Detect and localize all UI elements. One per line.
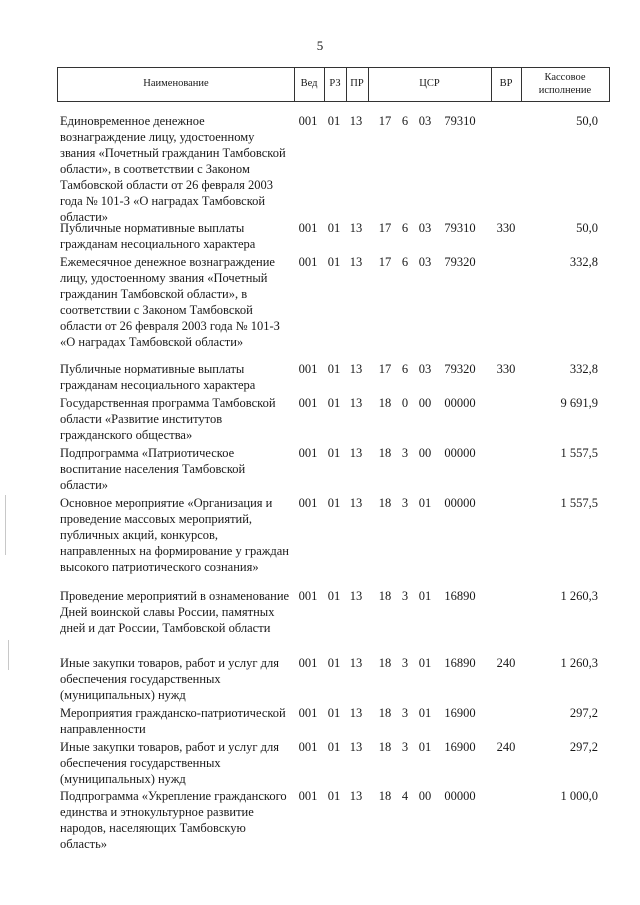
header-vr: ВР [499,78,513,90]
table-row [57,445,610,495]
csr-subprogram-cell: 3 [401,589,409,603]
amount-cell: 1 557,5 [560,446,598,460]
header-ved: Вед [300,78,318,90]
rz-cell: 01 [327,221,341,235]
table-row [57,705,610,739]
header-name: Наименование [143,78,209,90]
csr-activity-cell: 03 [418,114,432,128]
csr-program-cell: 17 [378,221,392,235]
csr-activity-cell: 01 [418,589,432,603]
csr-subprogram-cell: 6 [401,255,409,269]
csr-direction-cell: 16890 [444,656,476,670]
table-row [57,739,610,788]
table-row [57,495,610,588]
csr-program-cell: 18 [378,740,392,754]
rz-cell: 01 [327,789,341,803]
csr-program-cell: 17 [378,114,392,128]
row-name: Основное мероприятие «Организация и проведение массовых мероприятий, публичных акций, конкурсов, направленных на формирование у граждан высокого патриотического сознания» [60,496,289,574]
csr-direction-cell: 79320 [444,255,476,269]
amount-cell: 50,0 [576,221,598,235]
row-name: Публичные нормативные выплаты гражданам несоциального характера [60,362,256,392]
row-name: Проведение мероприятий в ознаменование Дней воинской славы России, памятных дней и дат России, Тамбовской области [60,589,290,635]
csr-direction-cell: 16900 [444,740,476,754]
page-number: 5 [316,38,324,53]
rz-cell: 01 [327,589,341,603]
csr-subprogram-cell: 6 [401,114,409,128]
pr-cell: 13 [349,396,363,410]
amount-cell: 297,2 [569,740,598,754]
ved-cell: 001 [298,221,318,235]
vr-cell: 240 [496,656,516,670]
csr-program-cell: 18 [378,446,392,460]
ved-cell: 001 [298,740,318,754]
budget-table [57,67,610,851]
csr-activity-cell: 00 [418,789,432,803]
csr-subprogram-cell: 3 [401,740,409,754]
pr-cell: 13 [349,740,363,754]
scan-margin-mark [8,640,9,670]
csr-direction-cell: 79320 [444,362,476,376]
csr-activity-cell: 01 [418,656,432,670]
vr-cell: 240 [496,740,516,754]
ved-cell: 001 [298,362,318,376]
amount-cell: 297,2 [569,706,598,720]
csr-program-cell: 17 [378,362,392,376]
csr-program-cell: 18 [378,706,392,720]
row-name: Ежемесячное денежное вознаграждение лицу, удостоенному звания «Почетный гражданин Тамбовской области», в соответствии с Законом Тамбовской области от 26 февраля 2003 года № 101-З «О наградах Тамбовской области» [60,255,280,349]
csr-program-cell: 18 [378,656,392,670]
csr-direction-cell: 79310 [444,221,476,235]
rz-cell: 01 [327,656,341,670]
ved-cell: 001 [298,706,318,720]
ved-cell: 001 [298,589,318,603]
table-row [57,113,610,224]
pr-cell: 13 [349,789,363,803]
amount-cell: 332,8 [569,255,598,269]
csr-direction-cell: 00000 [444,446,476,460]
row-name: Единовременное денежное вознаграждение лицу, удостоенному звания «Почетный гражданин Тамбовской области», в соответствии с Законом Тамбовской области от 26 февраля 2003 года № 101-З «О наградах Тамбовской области» [60,114,286,224]
amount-cell: 9 691,9 [560,396,598,410]
csr-subprogram-cell: 3 [401,656,409,670]
ved-cell: 001 [298,255,318,269]
vr-cell: 330 [496,362,516,376]
row-name: Иные закупки товаров, работ и услуг для обеспечения государственных (муниципальных) нужд [60,740,280,786]
rz-cell: 01 [327,114,341,128]
ved-cell: 001 [298,396,318,410]
csr-program-cell: 18 [378,396,392,410]
rz-cell: 01 [327,740,341,754]
amount-cell: 332,8 [569,362,598,376]
row-name: Иные закупки товаров, работ и услуг для обеспечения государственных (муниципальных) нужд [60,656,280,702]
scan-margin-mark [5,495,6,555]
ved-cell: 001 [298,656,318,670]
amount-cell: 1 260,3 [560,656,598,670]
csr-subprogram-cell: 3 [401,706,409,720]
rz-cell: 01 [327,362,341,376]
table-row [57,254,610,361]
csr-activity-cell: 01 [418,706,432,720]
csr-direction-cell: 16900 [444,706,476,720]
csr-activity-cell: 01 [418,496,432,510]
ved-cell: 001 [298,789,318,803]
ved-cell: 001 [298,114,318,128]
rz-cell: 01 [327,496,341,510]
table-row [57,588,610,655]
amount-cell: 1 557,5 [560,496,598,510]
csr-subprogram-cell: 6 [401,362,409,376]
rz-cell: 01 [327,446,341,460]
csr-direction-cell: 00000 [444,789,476,803]
rz-cell: 01 [327,396,341,410]
csr-subprogram-cell: 3 [401,496,409,510]
table-row [57,655,610,705]
table-header [57,67,610,102]
table-row [57,361,610,395]
csr-subprogram-cell: 0 [401,396,409,410]
csr-subprogram-cell: 3 [401,446,409,460]
header-pr: ПР [350,78,364,90]
pr-cell: 13 [349,221,363,235]
ved-cell: 001 [298,446,318,460]
pr-cell: 13 [349,255,363,269]
table-row [57,220,610,254]
pr-cell: 13 [349,656,363,670]
header-rz: РЗ [329,78,341,90]
csr-direction-cell: 16890 [444,589,476,603]
row-name: Подпрограмма «Укрепление гражданского единства и этнокультурное развитие народов, населяющих Тамбовскую область» [60,789,287,851]
row-name: Подпрограмма «Патриотическое воспитание населения Тамбовской области» [60,446,246,492]
csr-activity-cell: 00 [418,396,432,410]
csr-activity-cell: 03 [418,255,432,269]
pr-cell: 13 [349,114,363,128]
rz-cell: 01 [327,706,341,720]
amount-cell: 50,0 [576,114,598,128]
ved-cell: 001 [298,496,318,510]
csr-activity-cell: 03 [418,362,432,376]
csr-subprogram-cell: 6 [401,221,409,235]
pr-cell: 13 [349,589,363,603]
csr-program-cell: 18 [378,589,392,603]
row-name: Публичные нормативные выплаты гражданам несоциального характера [60,221,256,251]
table-row [57,395,610,445]
csr-direction-cell: 79310 [444,114,476,128]
csr-activity-cell: 01 [418,740,432,754]
csr-direction-cell: 00000 [444,396,476,410]
rz-cell: 01 [327,255,341,269]
row-name: Государственная программа Тамбовской области «Развитие институтов гражданского общества» [60,396,276,442]
pr-cell: 13 [349,496,363,510]
csr-activity-cell: 03 [418,221,432,235]
header-csr: ЦСР [419,78,440,90]
amount-cell: 1 260,3 [560,589,598,603]
row-name: Мероприятия гражданско-патриотической направленности [60,706,286,736]
csr-subprogram-cell: 4 [401,789,409,803]
csr-program-cell: 18 [378,496,392,510]
vr-cell: 330 [496,221,516,235]
csr-program-cell: 17 [378,255,392,269]
table-row [57,788,610,858]
csr-activity-cell: 00 [418,446,432,460]
amount-cell: 1 000,0 [560,789,598,803]
csr-program-cell: 18 [378,789,392,803]
csr-direction-cell: 00000 [444,496,476,510]
pr-cell: 13 [349,446,363,460]
header-amount: Кассовое исполнение [538,72,592,96]
pr-cell: 13 [349,362,363,376]
pr-cell: 13 [349,706,363,720]
